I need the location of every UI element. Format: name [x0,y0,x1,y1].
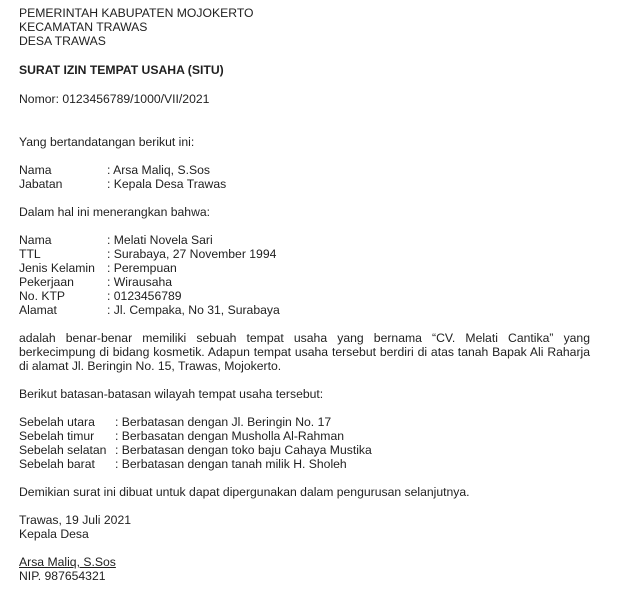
closing-text: Demikian surat ini dibuat untuk dapat dipergunakan dalam pengurusan selanjutnya. [19,485,470,499]
field-value: : Arsa Maliq, S.Sos [107,163,210,177]
subject-fields [19,233,591,317]
field-label: Nama [19,233,52,247]
subject-field-row [19,303,591,317]
boundary-label: Sebelah barat [19,457,95,471]
intro-text: Yang bertandatangan berikut ini: [19,135,195,149]
signer-field-row [19,177,591,191]
letter-title: SURAT IZIN TEMPAT USAHA (SITU) [19,63,224,77]
boundary-value: : Berbatasan dengan tanah milik H. Sholeh [115,457,347,471]
boundary-row [19,457,591,471]
field-value: : Surabaya, 27 November 1994 [107,247,277,261]
field-label: No. KTP [19,289,66,303]
signer-name: Arsa Maliq, S.Sos [19,555,116,569]
boundary-row [19,415,591,429]
signer-field-row [19,163,591,177]
boundary-label: Sebelah utara [19,415,95,429]
boundary-intro: Berikut batasan-batasan wilayah tempat usaha tersebut: [19,387,324,401]
signer-nip: NIP. 987654321 [19,569,106,583]
body-paragraph: adalah benar-benar memiliki sebuah tempat usaha yang bernama “CV. Melati Cantika” yang berkecimpung di bidang kosmetik. Adapun tempat usaha tersebut berdiri di atas tanah Bapak Ali Raharja di alamat Jl. Beringin No. 15, Trawas, Mojokerto. [19,331,590,373]
signer-position: Kepala Desa [19,527,89,541]
field-value: : Perempuan [107,261,177,275]
field-value: : Kepala Desa Trawas [107,177,227,191]
field-value: : Wirausaha [107,275,173,289]
place-date: Trawas, 19 Juli 2021 [19,513,132,527]
statement-text: Dalam hal ini menerangkan bahwa: [19,205,211,219]
field-label: Alamat [19,303,57,317]
header-district: KECAMATAN TRAWAS [19,20,148,34]
field-label: TTL [19,247,41,261]
field-label: Jabatan [19,177,63,191]
subject-field-row [19,275,591,289]
subject-field-row [19,289,591,303]
boundary-list [19,415,591,471]
field-label: Jenis Kelamin [19,261,95,275]
subject-field-row [19,233,591,247]
field-label: Nama [19,163,52,177]
field-label: Pekerjaan [19,275,74,289]
signer-fields [19,163,591,191]
subject-field-row [19,261,591,275]
letter-number: Nomor: 0123456789/1000/VII/2021 [19,92,210,106]
letter-header [19,6,591,48]
boundary-label: Sebelah selatan [19,443,107,457]
boundary-value: : Berbatasan dengan toko baju Cahaya Mustika [115,443,372,457]
letter-document [19,6,591,583]
boundary-row [19,429,591,443]
field-value: : Melati Novela Sari [107,233,213,247]
boundary-label: Sebelah timur [19,429,95,443]
boundary-row [19,443,591,457]
header-regency: PEMERINTAH KABUPATEN MOJOKERTO [19,6,254,20]
boundary-value: : Berbatasan dengan Jl. Beringin No. 17 [115,415,332,429]
subject-field-row [19,247,591,261]
field-value: : Jl. Cempaka, No 31, Surabaya [107,303,280,317]
boundary-value: : Berbasatan dengan Musholla Al-Rahman [115,429,344,443]
header-village: DESA TRAWAS [19,34,106,48]
field-value: : 0123456789 [107,289,182,303]
